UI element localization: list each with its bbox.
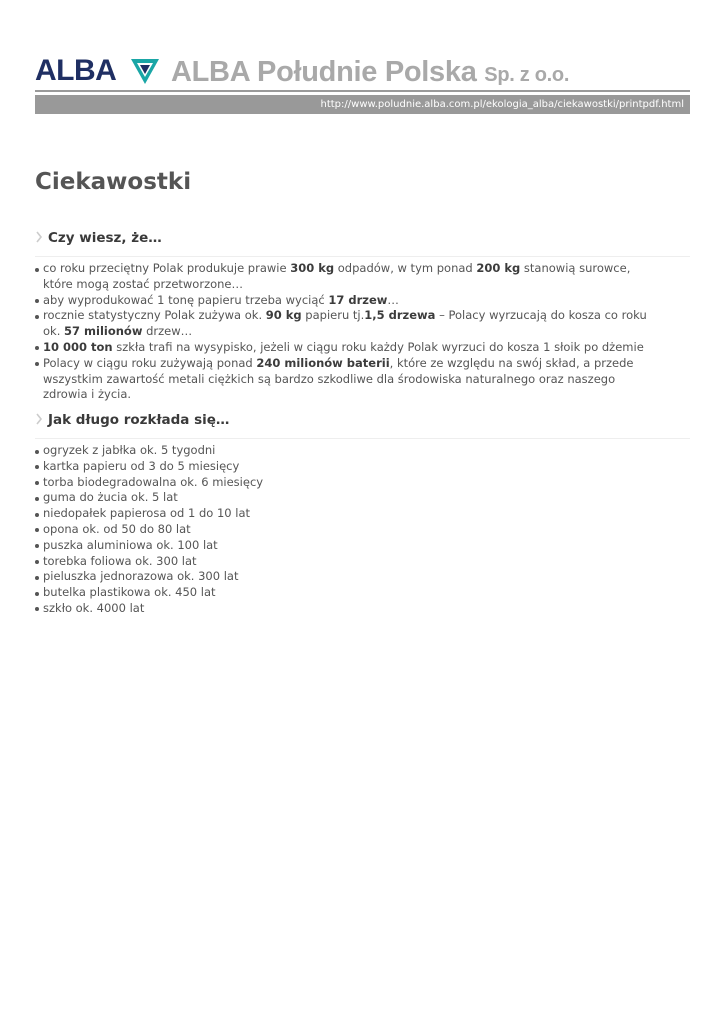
header-divider xyxy=(35,90,690,92)
list-item: szkło ok. 4000 lat xyxy=(35,601,655,617)
list-item: ogryzek z jabłka ok. 5 tygodni xyxy=(35,443,655,459)
list-item: co roku przeciętny Polak produkuje prawie 300 kg odpadów, w tym ponad 200 kg stanowią surowce, które mogą zostać przetworzone… xyxy=(35,261,660,293)
list-item: puszka aluminiowa ok. 100 lat xyxy=(35,538,655,554)
logo-row xyxy=(35,54,690,88)
page-header xyxy=(35,54,690,114)
list-item: 10 000 ton szkła trafi na wysypisko, jeżeli w ciągu roku każdy Polak wyrzuci do kosza 1 słoik po dżemie xyxy=(35,340,660,356)
section-title: Jak długo rozkłada się… xyxy=(48,412,230,428)
section-heading-decomposition xyxy=(35,410,690,439)
list-item: torebka foliowa ok. 300 lat xyxy=(35,554,655,570)
company-name-main: ALBA Południe Polska xyxy=(171,56,477,88)
section-title: Czy wiesz, że… xyxy=(48,230,162,246)
list-item: niedopałek papierosa od 1 do 10 lat xyxy=(35,506,655,522)
list-item: opona ok. od 50 do 80 lat xyxy=(35,522,655,538)
company-name xyxy=(171,56,569,91)
list-item: torba biodegradowalna ok. 6 miesięcy xyxy=(35,475,655,491)
alba-logo-icon xyxy=(129,56,161,86)
list-item: aby wyprodukować 1 tonę papieru trzeba wyciąć 17 drzew… xyxy=(35,293,660,309)
list-item: butelka plastikowa ok. 450 lat xyxy=(35,585,655,601)
decomposition-list xyxy=(35,443,655,617)
page-title: Ciekawostki xyxy=(35,169,192,195)
chevron-right-icon xyxy=(35,413,43,425)
url-bar xyxy=(35,95,690,114)
list-item: kartka papieru od 3 do 5 miesięcy xyxy=(35,459,655,475)
alba-logo-text: ALBA xyxy=(35,54,117,87)
page-url[interactable]: http://www.poludnie.alba.com.pl/ekologia_alba/ciekawostki/printpdf.html xyxy=(320,99,684,110)
list-item: pieluszka jednorazowa ok. 300 lat xyxy=(35,569,655,585)
company-suffix: Sp. z o.o. xyxy=(484,64,570,86)
list-item: Polacy w ciągu roku zużywają ponad 240 milionów baterii, które ze względu na swój skład, a przede wszystkim zawartość metali ciężkich są bardzo szkodliwe dla środowiska naturalnego oraz naszego zdrowia i życia. xyxy=(35,356,660,403)
chevron-right-icon xyxy=(35,231,43,243)
list-item: guma do żucia ok. 5 lat xyxy=(35,490,655,506)
list-item: rocznie statystyczny Polak zużywa ok. 90 kg papieru tj.1,5 drzewa – Polacy wyrzucają do kosza co roku ok. 57 milionów drzew… xyxy=(35,308,660,340)
section-heading-did-you-know xyxy=(35,228,690,257)
facts-list xyxy=(35,261,660,403)
